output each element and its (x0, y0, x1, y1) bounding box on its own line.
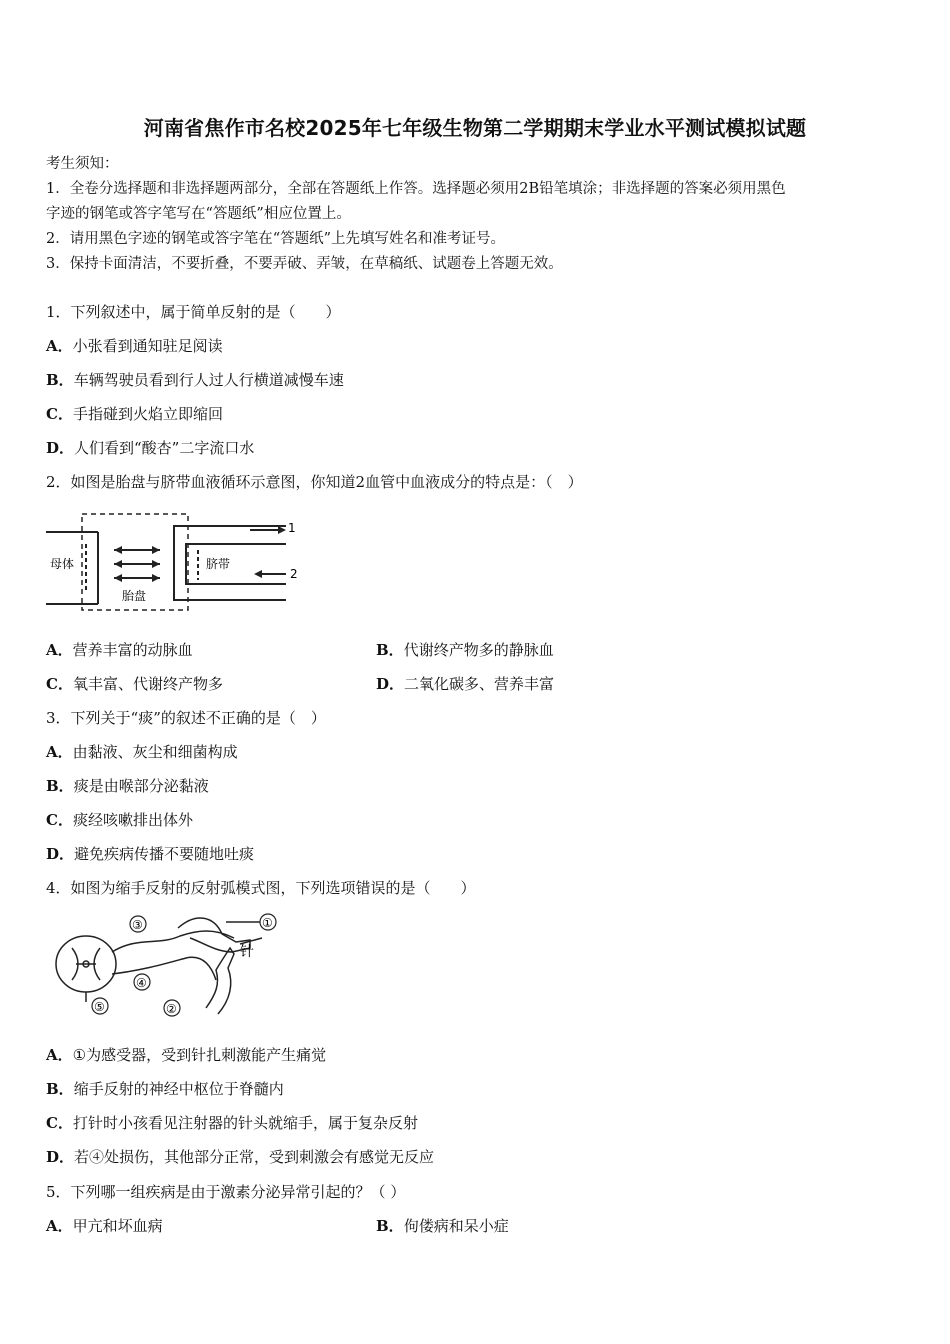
option-text: 车辆驾驶员看到行人过人行横道减慢车速 (73, 371, 344, 389)
option-text: 由黏液、灰尘和细菌构成 (72, 743, 238, 761)
option-a (46, 741, 238, 762)
notice-heading: 考生须知： (46, 156, 119, 172)
option-label: B． (46, 1080, 74, 1098)
option-label: A． (46, 337, 73, 355)
option-text: 氧丰富、代谢终产物多 (72, 675, 223, 693)
needle-label: 针 (240, 944, 254, 960)
option-label: D． (46, 439, 75, 457)
option-label: B． (46, 371, 74, 389)
option-label: C． (46, 675, 73, 693)
option-d (46, 1146, 434, 1167)
cord-label: 脐带 (206, 557, 231, 571)
option-text: 佝偻病和呆小症 (403, 1217, 509, 1235)
option-label: B． (376, 641, 404, 659)
option-b (376, 1215, 509, 1236)
option-a (46, 335, 223, 356)
marker-5: ⑤ (94, 1000, 105, 1014)
option-label: D． (46, 845, 75, 863)
option-c (46, 1112, 418, 1133)
question-stem: 5．下列哪一组疾病是由于激素分泌异常引起的？（ ） (46, 1183, 406, 1201)
question-stem: 2．如图是胎盘与脐带血液循环示意图，你知道2血管中血液成分的特点是：（ ） (46, 473, 583, 491)
option-a (46, 639, 193, 660)
notice-item: 2．请用黑色字迹的钢笔或答字笔在“答题纸”上先填写姓名和准考证号。 (46, 231, 506, 247)
question-stem: 3．下列关于“痰”的叙述不正确的是（ ） (46, 709, 326, 727)
option-label: A． (46, 1217, 73, 1235)
option-label: D． (376, 675, 405, 693)
question-stem: 4．如图为缩手反射的反射弧模式图，下列选项错误的是（ ） (46, 879, 476, 897)
option-b (46, 369, 344, 390)
marker-4: ④ (136, 976, 147, 990)
option-c (46, 673, 223, 694)
option-a (46, 1044, 326, 1065)
option-b (46, 1078, 284, 1099)
notice-item: 1．全卷分选择题和非选择题两部分，全部在答题纸上作答。选择题必须用2B铅笔填涂；非选择题的答案必须用黑色 (46, 181, 786, 197)
vessel-1-label: 1 (288, 521, 296, 535)
option-label: C． (46, 1114, 73, 1132)
option-b (46, 775, 209, 796)
option-text: ①为感受器，受到针扎刺激能产生痛觉 (72, 1046, 327, 1064)
option-a (46, 1215, 163, 1236)
placenta-circulation-figure (42, 508, 302, 618)
option-text: 营养丰富的动脉血 (72, 641, 193, 659)
option-text: 若④处损伤，其他部分正常，受到刺激会有感觉无反应 (74, 1148, 435, 1166)
reflex-arc-figure (46, 908, 296, 1024)
marker-3: ③ (132, 918, 143, 932)
marker-2: ② (166, 1002, 177, 1016)
option-label: C． (46, 405, 73, 423)
option-label: A． (46, 743, 73, 761)
option-label: D． (46, 1148, 75, 1166)
option-label: B． (46, 777, 74, 795)
option-text: 甲亢和坏血病 (72, 1217, 163, 1235)
option-c (46, 809, 193, 830)
option-text: 二氧化碳多、营养丰富 (404, 675, 555, 693)
page-title: 河南省焦作市名校2025年七年级生物第二学期期末学业水平测试模拟试题 (143, 116, 807, 140)
option-d (46, 437, 254, 458)
option-text: 人们看到“酸杏”二字流口水 (74, 439, 255, 457)
placenta-label: 胎盘 (122, 589, 147, 603)
marker-1: ① (262, 916, 273, 930)
option-c (46, 403, 223, 424)
option-text: 打针时小孩看见注射器的针头就缩手，属于复杂反射 (72, 1114, 418, 1132)
notice-item: 3．保持卡面清洁，不要折叠，不要弄破、弄皱，在草稿纸、试题卷上答题无效。 (46, 256, 563, 272)
option-label: A． (46, 641, 73, 659)
option-b (376, 639, 554, 660)
option-text: 痰经咳嗽排出体外 (72, 811, 193, 829)
option-label: C． (46, 811, 73, 829)
option-d (46, 843, 254, 864)
option-d (376, 673, 554, 694)
option-text: 缩手反射的神经中枢位于脊髓内 (73, 1080, 284, 1098)
option-label: A． (46, 1046, 73, 1064)
vessel-2-label: 2 (290, 567, 298, 581)
notice-item: 字迹的钢笔或答字笔写在“答题纸”相应位置上。 (46, 206, 351, 222)
mother-label: 母体 (50, 557, 75, 571)
question-stem: 1．下列叙述中，属于简单反射的是（ ） (46, 303, 341, 321)
option-text: 小张看到通知驻足阅读 (72, 337, 223, 355)
option-text: 痰是由喉部分泌黏液 (73, 777, 209, 795)
option-label: B． (376, 1217, 404, 1235)
option-text: 代谢终产物多的静脉血 (403, 641, 554, 659)
option-text: 避免疾病传播不要随地吐痰 (74, 845, 255, 863)
option-text: 手指碰到火焰立即缩回 (72, 405, 223, 423)
